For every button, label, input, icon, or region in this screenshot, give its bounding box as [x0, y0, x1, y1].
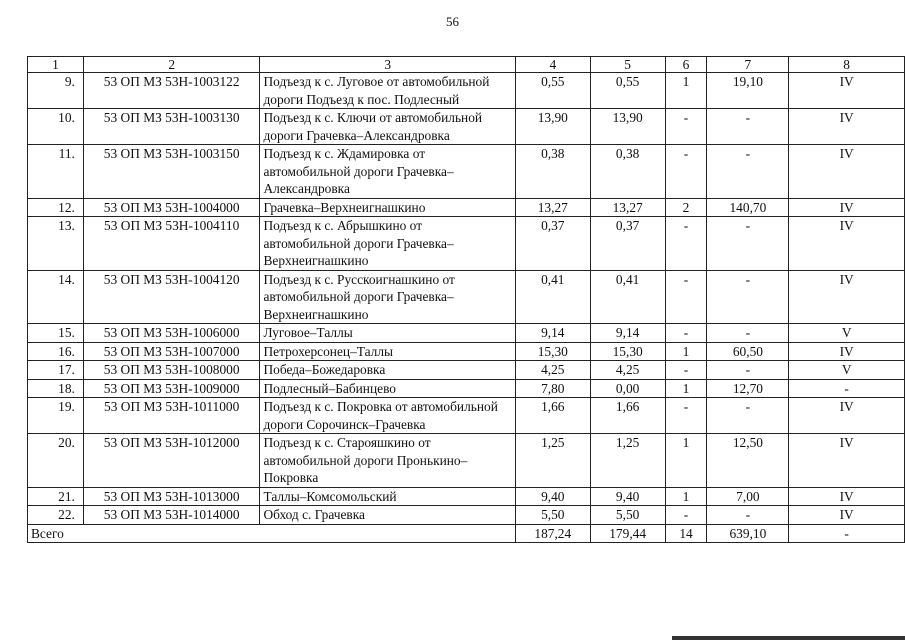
- col6-value: 1: [665, 487, 707, 506]
- row-number: 21.: [28, 487, 84, 506]
- col4-value: 0,38: [515, 145, 590, 199]
- roads-table: [27, 56, 905, 543]
- col8-value: IV: [789, 342, 905, 361]
- road-code: 53 ОП МЗ 53Н-1004000: [83, 198, 260, 217]
- road-code: 53 ОП МЗ 53Н-1003150: [83, 145, 260, 199]
- header-col-1: 1: [28, 57, 84, 73]
- total-c8: -: [789, 524, 905, 543]
- road-name: Победа–Божедаровка: [260, 361, 515, 380]
- road-code: 53 ОП МЗ 53Н-1003122: [83, 73, 260, 109]
- road-name: Подъезд к с. Старояшкино от автомобильной дороги Пронькино–Покровка: [260, 434, 515, 488]
- col8-value: V: [789, 324, 905, 343]
- col8-value: IV: [789, 73, 905, 109]
- road-code: 53 ОП МЗ 53Н-1011000: [83, 398, 260, 434]
- col5-value: 0,00: [590, 379, 665, 398]
- total-row: [28, 524, 905, 543]
- total-c4: 187,24: [515, 524, 590, 543]
- col5-value: 9,14: [590, 324, 665, 343]
- total-c7: 639,10: [707, 524, 789, 543]
- col5-value: 4,25: [590, 361, 665, 380]
- total-label: Всего: [28, 524, 516, 543]
- road-code: 53 ОП МЗ 53Н-1004120: [83, 270, 260, 324]
- table-row: [28, 361, 905, 380]
- col5-value: 9,40: [590, 487, 665, 506]
- table-row: [28, 324, 905, 343]
- road-name: Петрохерсонец–Таллы: [260, 342, 515, 361]
- col4-value: 13,90: [515, 109, 590, 145]
- road-name: Подъезд к с. Русскоигнашкино от автомобильной дороги Грачевка–Верхнеигнашкино: [260, 270, 515, 324]
- col5-value: 1,66: [590, 398, 665, 434]
- col6-value: -: [665, 506, 707, 525]
- table-row: [28, 342, 905, 361]
- col7-value: 19,10: [707, 73, 789, 109]
- col6-value: -: [665, 324, 707, 343]
- road-name: Подъезд к с. Ключи от автомобильной дороги Грачевка–Александровка: [260, 109, 515, 145]
- table-footer: [28, 524, 905, 543]
- col7-value: 12,50: [707, 434, 789, 488]
- road-name: Подъезд к с. Покровка от автомобильной дороги Сорочинск–Грачевка: [260, 398, 515, 434]
- col8-value: IV: [789, 398, 905, 434]
- col8-value: IV: [789, 217, 905, 271]
- header-col-6: 6: [665, 57, 707, 73]
- row-number: 10.: [28, 109, 84, 145]
- col6-value: -: [665, 270, 707, 324]
- col7-value: 7,00: [707, 487, 789, 506]
- road-code: 53 ОП МЗ 53Н-1012000: [83, 434, 260, 488]
- col8-value: V: [789, 361, 905, 380]
- col8-value: IV: [789, 506, 905, 525]
- total-c5: 179,44: [590, 524, 665, 543]
- header-col-7: 7: [707, 57, 789, 73]
- col8-value: IV: [789, 487, 905, 506]
- col4-value: 9,40: [515, 487, 590, 506]
- road-name: Таллы–Комсомольский: [260, 487, 515, 506]
- col7-value: -: [707, 506, 789, 525]
- row-number: 20.: [28, 434, 84, 488]
- col7-value: 12,70: [707, 379, 789, 398]
- table-row: [28, 434, 905, 488]
- col6-value: 1: [665, 73, 707, 109]
- header-col-2: 2: [83, 57, 260, 73]
- col4-value: 4,25: [515, 361, 590, 380]
- col4-value: 1,66: [515, 398, 590, 434]
- col8-value: IV: [789, 109, 905, 145]
- road-code: 53 ОП МЗ 53Н-1009000: [83, 379, 260, 398]
- col4-value: 13,27: [515, 198, 590, 217]
- road-code: 53 ОП МЗ 53Н-1013000: [83, 487, 260, 506]
- road-code: 53 ОП МЗ 53Н-1004110: [83, 217, 260, 271]
- col6-value: -: [665, 361, 707, 380]
- row-number: 15.: [28, 324, 84, 343]
- row-number: 11.: [28, 145, 84, 199]
- road-name: Грачевка–Верхнеигнашкино: [260, 198, 515, 217]
- col6-value: -: [665, 145, 707, 199]
- total-c6: 14: [665, 524, 707, 543]
- row-number: 14.: [28, 270, 84, 324]
- col6-value: 1: [665, 379, 707, 398]
- col4-value: 0,37: [515, 217, 590, 271]
- col4-value: 5,50: [515, 506, 590, 525]
- scan-edge-mark: [672, 636, 905, 640]
- col6-value: -: [665, 398, 707, 434]
- col5-value: 15,30: [590, 342, 665, 361]
- table-body: [28, 73, 905, 525]
- col5-value: 0,38: [590, 145, 665, 199]
- row-number: 12.: [28, 198, 84, 217]
- header-row: [28, 57, 905, 73]
- col7-value: -: [707, 270, 789, 324]
- col4-value: 1,25: [515, 434, 590, 488]
- col6-value: 2: [665, 198, 707, 217]
- col4-value: 15,30: [515, 342, 590, 361]
- row-number: 18.: [28, 379, 84, 398]
- col7-value: -: [707, 324, 789, 343]
- row-number: 22.: [28, 506, 84, 525]
- road-code: 53 ОП МЗ 53Н-1003130: [83, 109, 260, 145]
- road-code: 53 ОП МЗ 53Н-1008000: [83, 361, 260, 380]
- table-row: [28, 506, 905, 525]
- table-row: [28, 379, 905, 398]
- table-row: [28, 109, 905, 145]
- road-name: Подъезд к с. Абрышкино от автомобильной дороги Грачевка–Верхнеигнашкино: [260, 217, 515, 271]
- row-number: 13.: [28, 217, 84, 271]
- col4-value: 0,41: [515, 270, 590, 324]
- col6-value: -: [665, 217, 707, 271]
- col5-value: 5,50: [590, 506, 665, 525]
- road-name: Подъезд к с. Луговое от автомобильной дороги Подъезд к пос. Подлесный: [260, 73, 515, 109]
- table-row: [28, 145, 905, 199]
- header-col-4: 4: [515, 57, 590, 73]
- road-name: Подъезд к с. Ждамировка от автомобильной дороги Грачевка–Александровка: [260, 145, 515, 199]
- col8-value: -: [789, 379, 905, 398]
- row-number: 16.: [28, 342, 84, 361]
- col7-value: -: [707, 145, 789, 199]
- col7-value: 140,70: [707, 198, 789, 217]
- col6-value: -: [665, 109, 707, 145]
- road-name: Подлесный–Бабинцево: [260, 379, 515, 398]
- col7-value: -: [707, 217, 789, 271]
- road-code: 53 ОП МЗ 53Н-1006000: [83, 324, 260, 343]
- col5-value: 13,90: [590, 109, 665, 145]
- col7-value: -: [707, 398, 789, 434]
- col7-value: -: [707, 109, 789, 145]
- table-row: [28, 270, 905, 324]
- table-row: [28, 487, 905, 506]
- col4-value: 7,80: [515, 379, 590, 398]
- col8-value: IV: [789, 198, 905, 217]
- col8-value: IV: [789, 434, 905, 488]
- table-header: [28, 57, 905, 73]
- col6-value: 1: [665, 342, 707, 361]
- col7-value: 60,50: [707, 342, 789, 361]
- row-number: 9.: [28, 73, 84, 109]
- col4-value: 0,55: [515, 73, 590, 109]
- col5-value: 0,55: [590, 73, 665, 109]
- col4-value: 9,14: [515, 324, 590, 343]
- table-row: [28, 217, 905, 271]
- col5-value: 0,41: [590, 270, 665, 324]
- road-code: 53 ОП МЗ 53Н-1014000: [83, 506, 260, 525]
- col6-value: 1: [665, 434, 707, 488]
- header-col-3: 3: [260, 57, 515, 73]
- row-number: 19.: [28, 398, 84, 434]
- road-name: Обход с. Грачевка: [260, 506, 515, 525]
- col5-value: 1,25: [590, 434, 665, 488]
- road-name: Луговое–Таллы: [260, 324, 515, 343]
- table-row: [28, 398, 905, 434]
- table-row: [28, 73, 905, 109]
- col7-value: -: [707, 361, 789, 380]
- road-code: 53 ОП МЗ 53Н-1007000: [83, 342, 260, 361]
- col5-value: 13,27: [590, 198, 665, 217]
- row-number: 17.: [28, 361, 84, 380]
- col5-value: 0,37: [590, 217, 665, 271]
- table-row: [28, 198, 905, 217]
- header-col-8: 8: [789, 57, 905, 73]
- col8-value: IV: [789, 145, 905, 199]
- header-col-5: 5: [590, 57, 665, 73]
- page-number: 56: [446, 14, 459, 29]
- col8-value: IV: [789, 270, 905, 324]
